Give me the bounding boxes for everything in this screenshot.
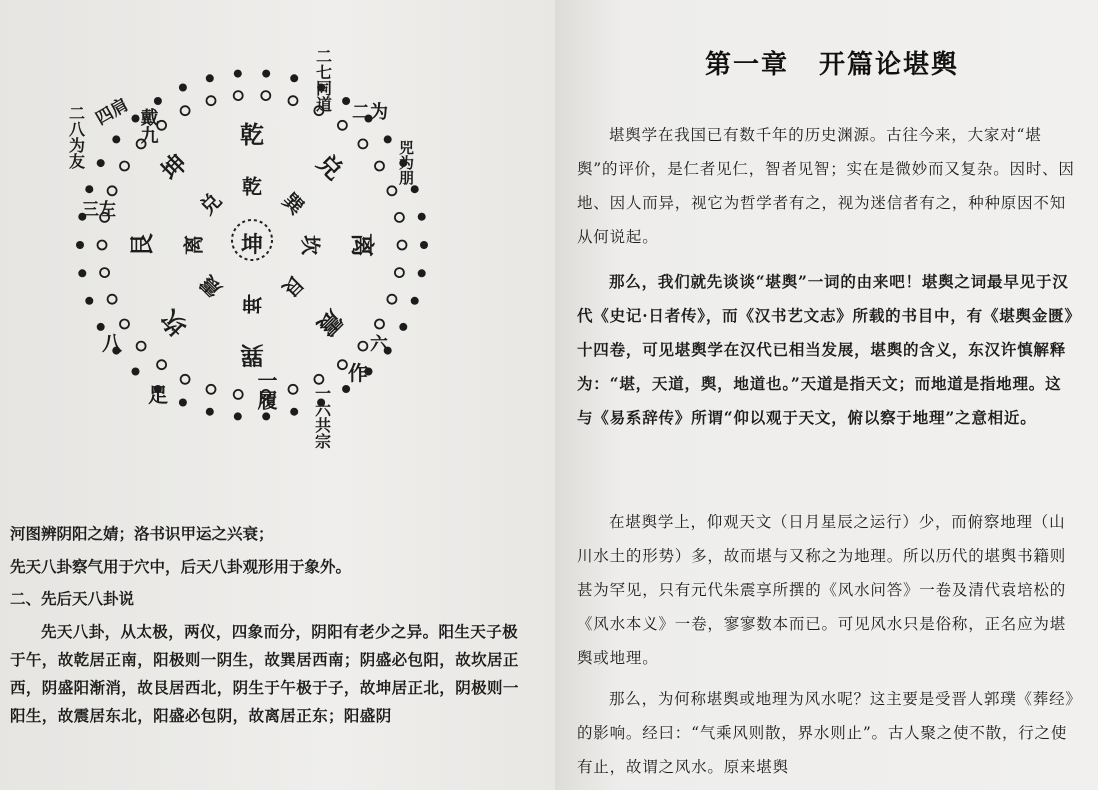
- dot: [289, 96, 298, 105]
- outer-label-erwei: 二为: [352, 102, 388, 123]
- dot: [154, 97, 162, 105]
- dot: [157, 360, 166, 369]
- middle-trigram-7: 坤: [155, 148, 193, 186]
- dot: [98, 241, 107, 250]
- dot: [314, 375, 323, 384]
- dot: [384, 135, 392, 143]
- outer-label-sijian: 四肩: [92, 95, 132, 130]
- dot: [181, 375, 190, 384]
- dot: [120, 162, 129, 171]
- dot: [262, 70, 270, 78]
- paragraph-1: 堪舆学在我国已有数千年的历史渊源。古往今来，大家对“堪舆”的评价，是仁者见仁，智者见智；实在是微妙而又复杂。因时、因地、因人而异，视它为哲学者有之，视为迷信者有之，种种原因不知从何说起。: [577, 126, 1075, 246]
- inner-trigram-4: 坤: [242, 291, 262, 316]
- dot: [179, 84, 187, 92]
- dot: [358, 342, 367, 351]
- dot: [108, 186, 117, 195]
- dot: [78, 269, 86, 277]
- middle-trigram-6: 艮: [127, 233, 156, 257]
- dot: [207, 96, 216, 105]
- inner-trigram-0: 乾: [242, 174, 262, 199]
- dot: [234, 390, 243, 399]
- dot: [398, 241, 407, 250]
- inner-trigram-5: 震: [195, 270, 227, 302]
- outer-label-erbawei: 二八为友: [66, 105, 86, 169]
- dot: [290, 74, 298, 82]
- dot: [411, 185, 419, 193]
- dot: [97, 323, 105, 331]
- outer-label-yilv: 一履: [254, 370, 278, 410]
- dot: [234, 70, 242, 78]
- dot: [375, 162, 384, 171]
- outer-label-liu: 六: [370, 334, 388, 355]
- dot: [112, 135, 120, 143]
- outer-label-zu: 足: [148, 383, 168, 407]
- center-trigram: 坤: [240, 232, 264, 258]
- dot: [338, 360, 347, 369]
- middle-trigram-2: 离: [348, 233, 377, 257]
- dot: [342, 385, 350, 393]
- section-title: 二、先后天八卦说: [10, 589, 135, 608]
- inner-trigram-7: 兑: [195, 188, 227, 220]
- dot: [399, 323, 407, 331]
- inner-trigram-3: 艮: [277, 270, 309, 302]
- bagua-diagram: [40, 30, 500, 480]
- dot: [342, 97, 350, 105]
- chapter-label: 第一章: [705, 50, 790, 80]
- outer-label-ba: 八: [102, 331, 122, 355]
- middle-trigram-4: 巽: [240, 341, 264, 370]
- dot: [181, 106, 190, 115]
- dot: [387, 186, 396, 195]
- dot: [387, 295, 396, 304]
- dot: [85, 297, 93, 305]
- right-page: [555, 0, 1098, 790]
- caption-bagua: 先天八卦察气用于穴中，后天八卦观形用于象外。: [10, 557, 352, 576]
- dot: [179, 399, 187, 407]
- middle-trigram-0: 乾: [240, 120, 264, 149]
- left-paragraph: 先天八卦，从太极，两仪，四象而分，阴阳有老少之异。阳生天子极于午，故乾居正南，阳极则一阴生，故巽居西南；阴盛必包阳，故坎居正西，阴盛阳渐消，故艮居西北，阴生于午极于子，故坤居正北，阴极则一阳生，故震居东北，阳盛必包阴，故离居正东；阳盛阴: [10, 622, 519, 725]
- inner-trigram-1: 巽: [277, 188, 309, 220]
- dot: [97, 159, 105, 167]
- chapter-title: [705, 44, 959, 81]
- outer-label-daijiu: 戴九: [137, 108, 159, 144]
- dot: [290, 408, 298, 416]
- middle-trigram-5: 坎: [155, 304, 193, 342]
- dot: [262, 412, 270, 420]
- inner-trigram-2: 坎: [298, 235, 323, 255]
- inner-trigram-6: 离: [181, 235, 206, 255]
- outer-label-erqi: 二七同道: [313, 48, 333, 112]
- dot: [289, 385, 298, 394]
- dot: [85, 185, 93, 193]
- dot: [338, 121, 347, 130]
- chapter-name: 开篇论堪舆: [819, 50, 960, 80]
- dot: [420, 241, 428, 249]
- dot: [375, 320, 384, 329]
- paragraph-4: 那么，为何称堪舆或地理为风水呢？这主要是受晋人郭璞《葬经》的影响。经曰：“气乘风则散，界水则止”。古人聚之使不散，行之使有止，故谓之风水。原来堪舆: [577, 690, 1074, 776]
- dot: [108, 295, 117, 304]
- dot: [261, 91, 270, 100]
- paragraph-2: 那么，我们就先谈谈“堪舆”一词的由来吧！堪舆之词最早见于汉代《史记·日者传》，而《汉书艺文志》所载的书目中，有《堪舆金匮》十四卷，可见堪舆学在汉代已相当发展，堪舆的含义，东汉许慎解释为：“堪，天道，舆，地道也。”天道是指天文；而地道是指地理。这与《易系辞传》所谓“仰以观于天文，俯以察于地理”之意相近。: [577, 272, 1073, 427]
- dot: [206, 408, 214, 416]
- paragraph-3: 在堪舆学上，仰观天文（日月星辰之运行）少，而俯察地理（山川水土的形势）多，故而堪与又称之为地理。所以历代的堪舆书籍则甚为罕见，只有元代朱震享所撰的《风水问答》一卷及清代袁培松的《风水本义》一卷，寥寥数本而已。可见风水只是俗称，正名应为堪舆或地理。: [577, 513, 1067, 667]
- outer-label-zuo: 作: [348, 361, 368, 385]
- middle-trigram-3: 震: [311, 304, 349, 342]
- dot: [411, 297, 419, 305]
- dot: [234, 91, 243, 100]
- dot: [120, 320, 129, 329]
- dot: [418, 213, 426, 221]
- middle-trigram-1: 兑: [311, 148, 349, 186]
- dot: [358, 139, 367, 148]
- dot: [395, 268, 404, 277]
- caption-hetu: 河图辨阴阳之婧；洛书识甲运之兴衰；: [10, 524, 274, 543]
- dot: [395, 213, 404, 222]
- outer-label-sanzuo: 三左: [82, 200, 116, 220]
- outer-label-siweipeng: 兕为朋: [397, 140, 415, 185]
- dot: [206, 74, 214, 82]
- dot: [418, 269, 426, 277]
- dot: [137, 342, 146, 351]
- outer-label-yiliu: 一六共宗: [312, 385, 332, 449]
- dot: [132, 368, 140, 376]
- dot: [76, 241, 84, 249]
- dot: [234, 412, 242, 420]
- dot: [207, 385, 216, 394]
- dot: [100, 268, 109, 277]
